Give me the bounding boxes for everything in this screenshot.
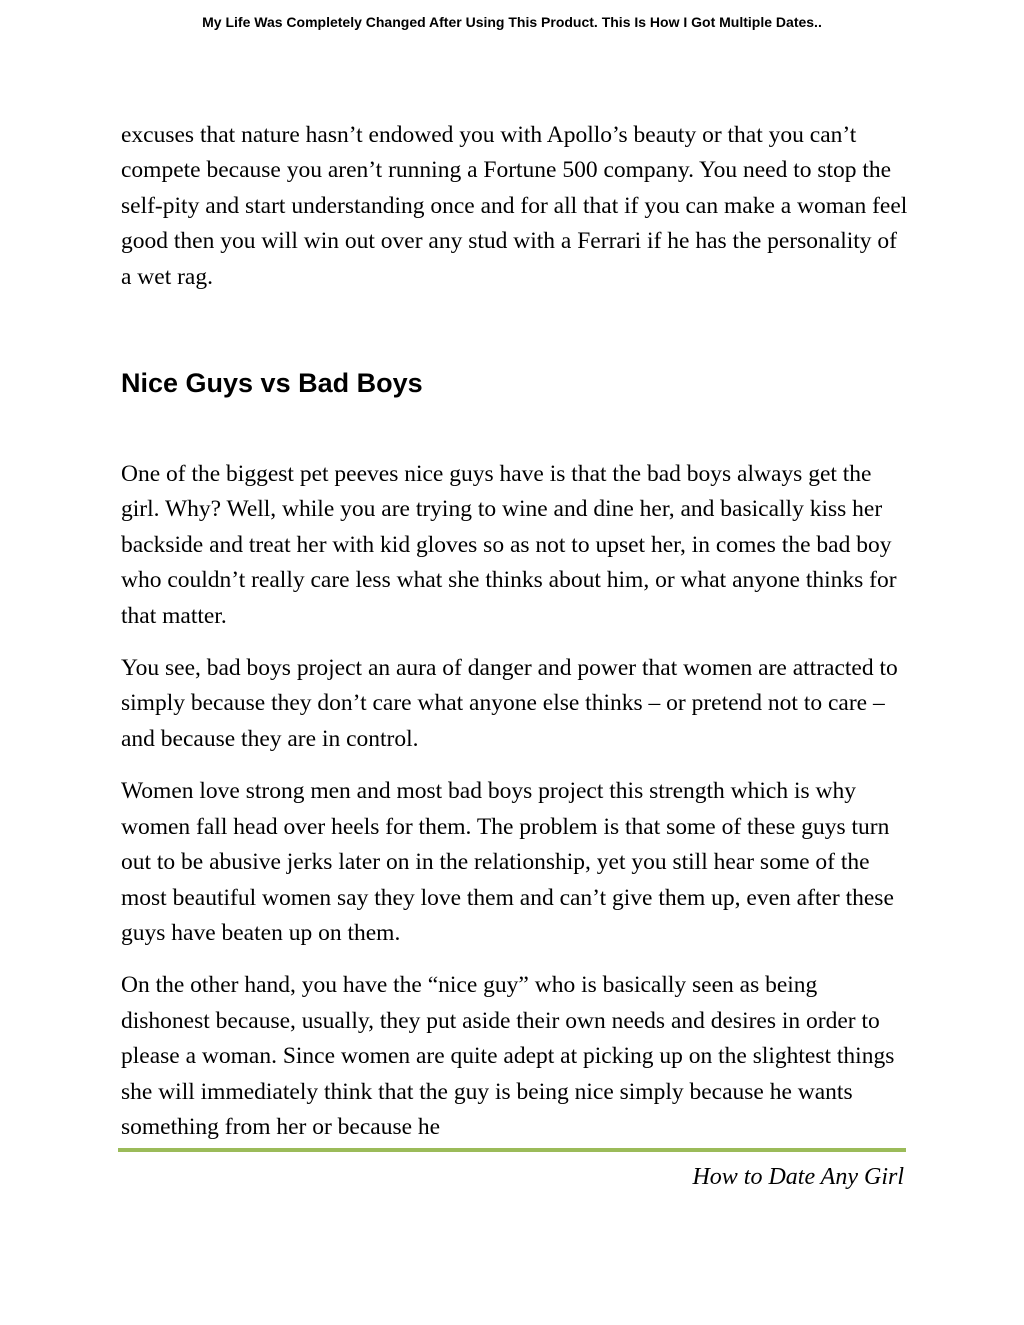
paragraph-1: One of the biggest pet peeves nice guys have is that the bad boys always get the girl. Why? Well, while you are trying to wine and dine her, and basically kiss her backside and treat her with kid gloves so as not to upset her, in comes the bad boy who couldn’t really care less what she thinks about him, or what anyone thinks for that matter.	[121, 461, 897, 629]
paragraph-4: On the other hand, you have the “nice guy” who is basically seen as being dishonest because, usually, they put aside their own needs and desires in order to please a woman. Since women are quite adept at picking up on the slightest things she will immediately think that the guy is being nice simply because he wants something from her or because he	[121, 972, 895, 1140]
section-heading: Nice Guys vs Bad Boys	[121, 368, 423, 399]
footer-book-title: How to Date Any Girl	[692, 1164, 904, 1190]
paragraph-2: You see, bad boys project an aura of danger and power that women are attracted to simply because they don’t care what anyone else thinks – or pretend not to care – and because they are in control.	[121, 655, 898, 752]
page-content	[121, 118, 911, 1162]
intro-paragraph: excuses that nature hasn’t endowed you with Apollo’s beauty or that you can’t compete because you aren’t running a Fortune 500 company. You need to stop the self-pity and start understanding once and for all that if you can make a woman feel good then you will win out over any stud with a Ferrari if he has the personality of a wet rag.	[121, 122, 908, 290]
footer-rule	[118, 1148, 906, 1152]
paragraph-3: Women love strong men and most bad boys project this strength which is why women fall head over heels for them. The problem is that some of these guys turn out to be abusive jerks later on in the relationship, yet you still hear some of the most beautiful women say they love them and can’t give them up, even after these guys have beaten up on them.	[121, 778, 894, 946]
page-banner: My Life Was Completely Changed After Using This Product. This Is How I Got Multiple Dates..	[202, 14, 822, 30]
